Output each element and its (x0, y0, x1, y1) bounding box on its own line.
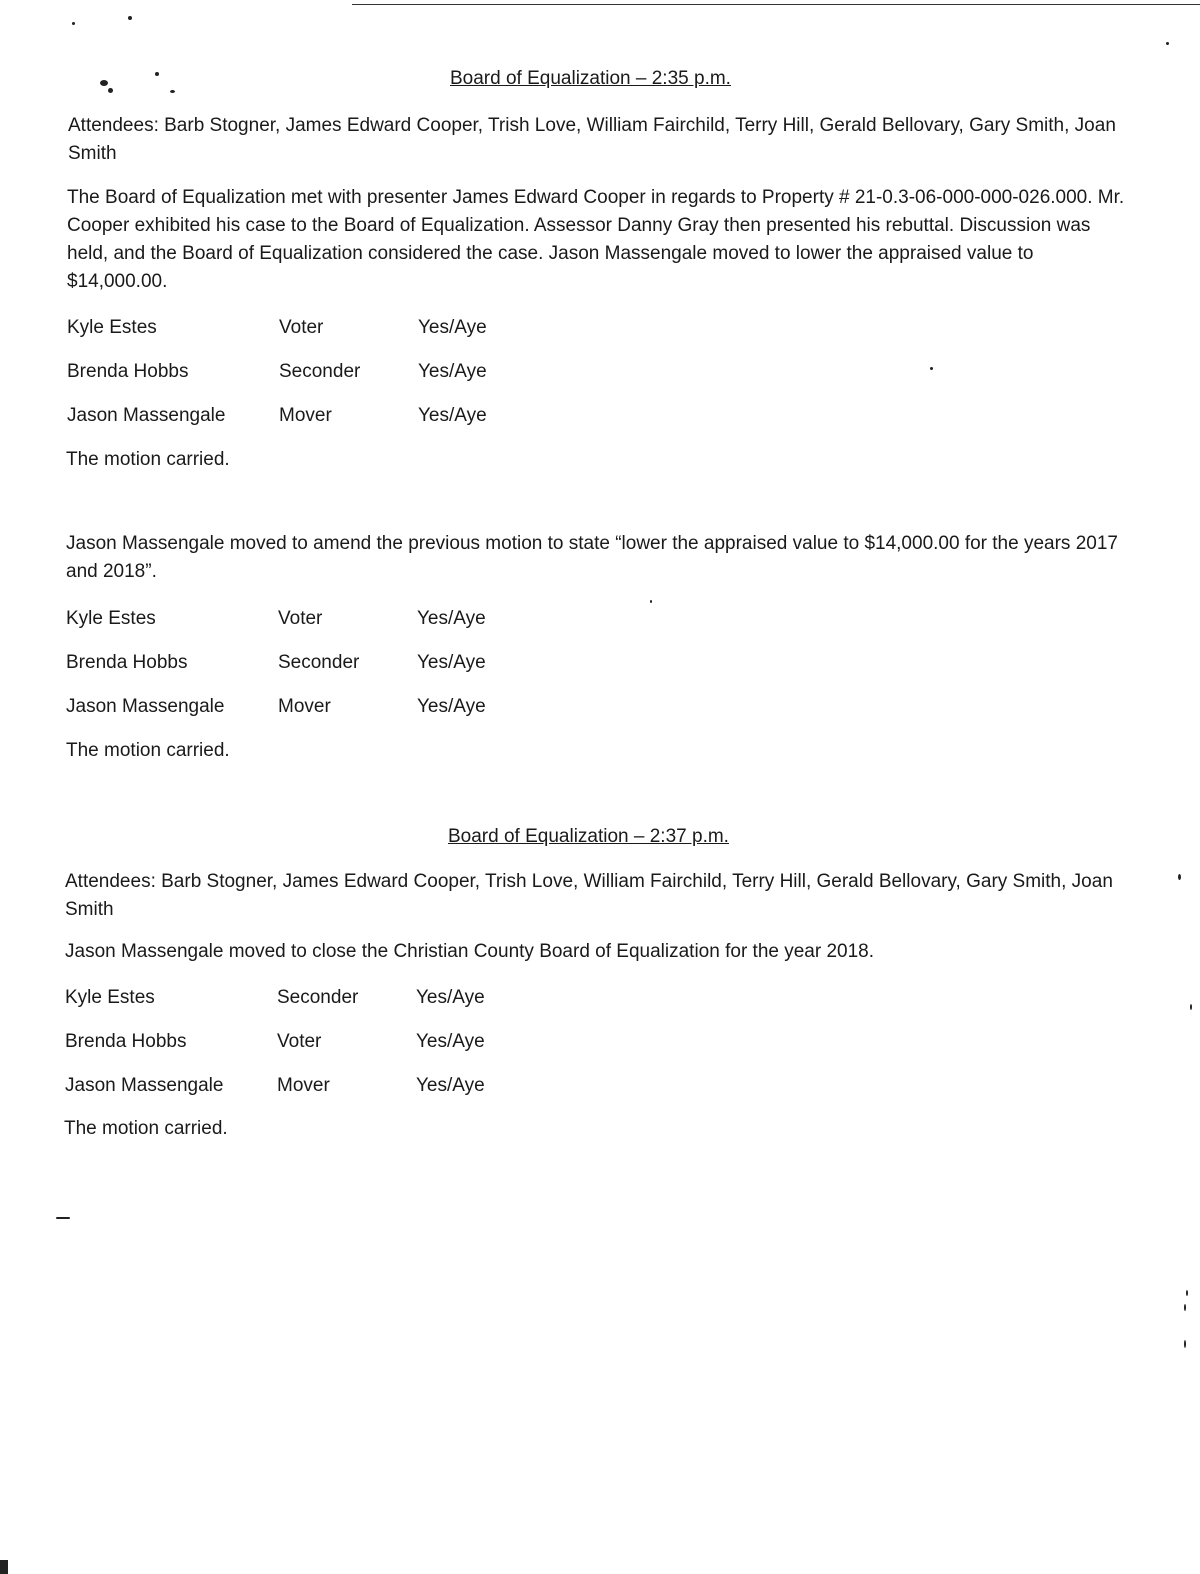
motion-result: The motion carried. (66, 449, 230, 470)
voter-vote: Yes/Aye (417, 608, 486, 629)
voter-vote: Yes/Aye (416, 987, 485, 1008)
scan-speck (100, 80, 108, 86)
scan-speck (1190, 1004, 1192, 1010)
voter-name: Jason Massengale (65, 1075, 224, 1096)
attendees-text: Attendees: Barb Stogner, James Edward Cooper, Trish Love, William Fairchild, Terry Hill, Gerald Bellovary, Gary Smith, Joan Smith (68, 115, 1116, 164)
voter-name: Brenda Hobbs (67, 361, 189, 382)
top-rule (352, 4, 1200, 5)
voter-name: Jason Massengale (66, 696, 225, 717)
voter-role: Seconder (279, 361, 361, 382)
scan-speck (650, 600, 652, 603)
voter-role: Voter (278, 608, 323, 629)
scan-speck (1184, 1340, 1186, 1348)
case-paragraph-1 (67, 184, 1127, 296)
voter-name: Kyle Estes (65, 987, 155, 1008)
section-heading-1: Board of Equalization – 2:35 p.m. (450, 68, 731, 89)
scan-speck (155, 72, 159, 76)
voter-role: Mover (277, 1075, 330, 1096)
voter-vote: Yes/Aye (418, 361, 487, 382)
scan-speck (1184, 1304, 1186, 1311)
scan-speck (0, 1560, 8, 1574)
attendees-paragraph-1 (68, 112, 1128, 168)
voter-role: Seconder (278, 652, 360, 673)
voter-name: Brenda Hobbs (66, 652, 188, 673)
voter-vote: Yes/Aye (418, 405, 487, 426)
voter-vote: Yes/Aye (416, 1031, 485, 1052)
scan-speck (128, 16, 132, 20)
voter-vote: Yes/Aye (417, 652, 486, 673)
scan-speck (170, 90, 175, 93)
close-paragraph (65, 938, 1125, 966)
section-heading-2: Board of Equalization – 2:37 p.m. (448, 826, 729, 847)
scan-speck (72, 22, 75, 25)
voter-name: Kyle Estes (67, 317, 157, 338)
scan-speck (1186, 1290, 1188, 1296)
amend-text: Jason Massengale moved to amend the previous motion to state “lower the appraised value to $14,000.00 for the years 2017 and 2018”. (66, 533, 1118, 582)
attendees-paragraph-2 (65, 868, 1125, 924)
voter-name: Kyle Estes (66, 608, 156, 629)
voter-vote: Yes/Aye (418, 317, 487, 338)
scan-speck (1166, 42, 1169, 45)
amend-paragraph (66, 530, 1126, 586)
scan-speck (930, 367, 933, 370)
voter-role: Mover (279, 405, 332, 426)
voter-name: Brenda Hobbs (65, 1031, 187, 1052)
close-text: Jason Massengale moved to close the Christian County Board of Equalization for the year 2018. (65, 941, 875, 962)
voter-role: Voter (277, 1031, 322, 1052)
voter-vote: Yes/Aye (416, 1075, 485, 1096)
attendees-text: Attendees: Barb Stogner, James Edward Cooper, Trish Love, William Fairchild, Terry Hill, Gerald Bellovary, Gary Smith, Joan Smith (65, 871, 1113, 920)
scan-speck (108, 88, 113, 93)
voter-role: Voter (279, 317, 324, 338)
voter-vote: Yes/Aye (417, 696, 486, 717)
scan-speck (56, 1217, 70, 1219)
motion-result: The motion carried. (66, 740, 230, 761)
case-text: The Board of Equalization met with presenter James Edward Cooper in regards to Property # 21-0.3-06-000-000-026.000. Mr. Cooper exhibited his case to the Board of Equalization. Assessor Danny Gray then presented his rebuttal. Discussion was held, and the Board of Equalization considered the case. Jason Massengale moved to lower the appraised value to $14,000.00. (67, 187, 1125, 292)
voter-name: Jason Massengale (67, 405, 226, 426)
voter-role: Mover (278, 696, 331, 717)
voter-role: Seconder (277, 987, 359, 1008)
scan-speck (1178, 874, 1181, 880)
motion-result: The motion carried. (64, 1118, 228, 1139)
